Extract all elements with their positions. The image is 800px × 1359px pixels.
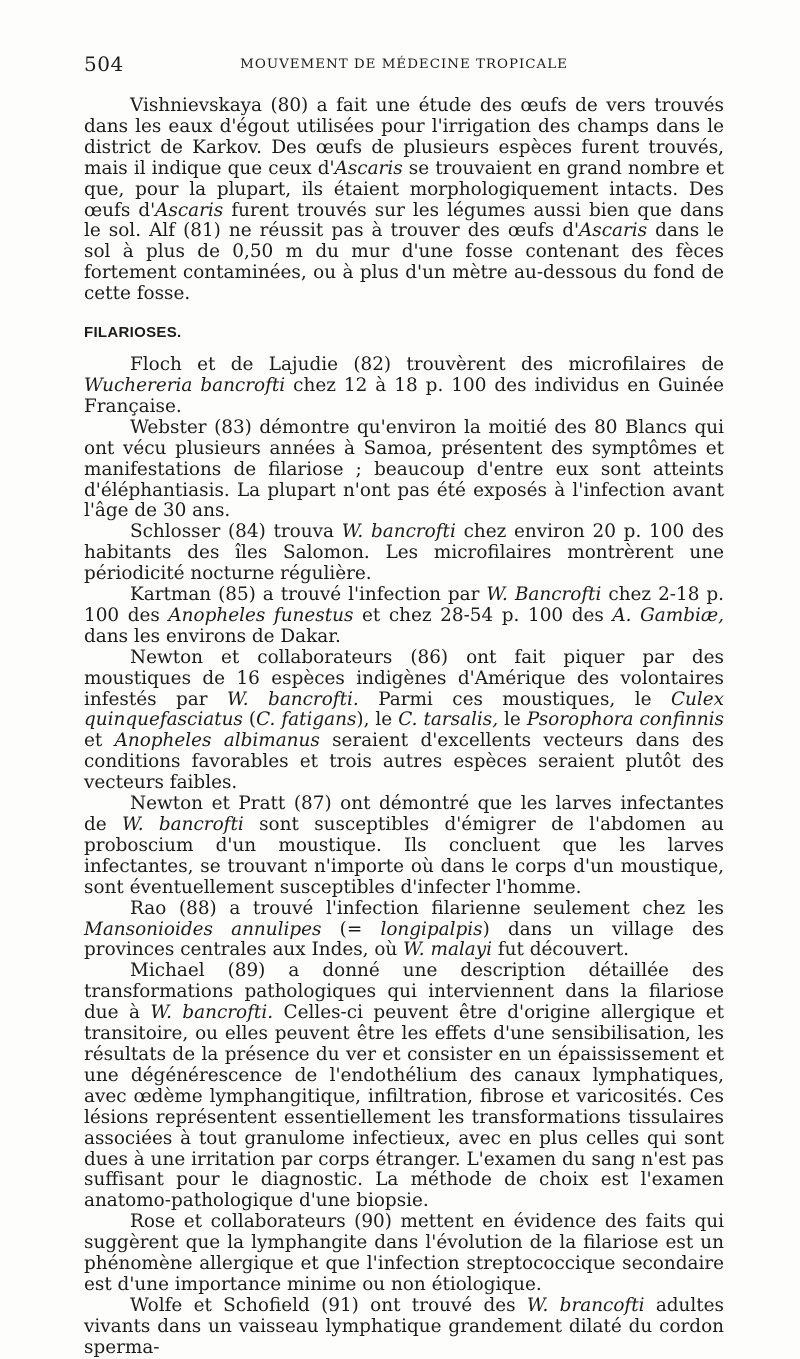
italic-term: Mansonioides annulipes [84,918,322,940]
italic-term: W. Bancrofti [486,584,602,606]
italic-term: Ascaris [155,199,224,221]
paragraph-list [84,355,724,1359]
paragraph [84,355,724,418]
page-number: 504 [84,52,124,76]
italic-term: Wuchereria bancrofti [84,374,286,396]
running-title: MOUVEMENT DE MÉDECINE TROPICALE [240,57,568,72]
text-run: Rose et collaborateurs (90) mettent en évidence des faits qui suggèrent que la lymphangite dans l'évolution de la filariose est un phénomène allergique et que l'infection streptococcique secondaire est d'une importance minime ou non étiologique. [84,1211,724,1295]
italic-term: W. malayi [403,939,493,961]
text-run: et [84,730,115,752]
text-run: et chez 28-54 p. 100 des [353,604,613,626]
body-text [84,96,724,1359]
text-run: Newton et collaborateurs (86) ont fait piquer par des moustiques de 16 espèces indigènes d'Amérique des volontaires infestés par [84,646,724,710]
text-run: Michael (89) a donné une description détaillée des transformations pathologiques qui interviennent dans la filariose due à [84,960,724,1024]
text-run: Kartman (85) a trouvé l'infection par [130,584,487,606]
italic-term: C. fatigans [256,709,357,731]
paragraph [84,1296,724,1359]
intro-paragraph [84,96,724,305]
text-run: Vishnievskaya (80) a fait une étude des œufs de vers trouvés dans les eaux d'égout utilisées pour l'irrigation des champs dans le district de Karkov. Des œufs de plusieurs espèces furent trouvés, mais il indique que ceux d' [84,95,724,179]
paragraph [84,648,724,794]
paragraph [84,1212,724,1296]
italic-term: A. Gambiæ, [612,604,724,626]
italic-term: W. brancofti [526,1294,645,1316]
text-run: Celles-ci peuvent être d'origine allergique et transitoire, ou elles peuvent être les effets d'une sensibilisation, les résultats de la présence du ver et consister en un épaississement et une dégénérescence de l'endothélium des canaux lymphatiques, avec œdème lymphangitique, infiltration, fibrose et varicosités. Ces lésions représentent essentiellement les transformations tissulaires associées à tout granulome infectieux, avec en plus celles qui sont dues à une irritation par corps étranger. L'examen du sang n'est pas suffisant pour le diagnostic. La méthode de choix est l'examen anatomo-pathologique d'une biopsie. [84,1002,724,1212]
text-run: furent trouvés sur les légumes aussi bien que dans le sol. Alf (81) ne réussit pas à trouver des œufs d' [84,199,724,242]
text-run: le [498,709,527,731]
text-run: ( [242,709,257,731]
paragraph [84,794,724,899]
text-run: Newton et Pratt (87) ont démontré que les larves infectantes de [84,793,724,835]
text-run: adultes vivants dans un vaisseau lymphatique grandement dilaté du cordon sperma- [84,1294,724,1358]
italic-term: W. bancrofti [122,814,244,835]
text-run: (= [321,918,381,940]
paragraph [84,585,724,648]
text-run: Parmi ces moustiques, le [358,688,671,710]
text-run: seraient d'excellents vecteurs dans des conditions favorables et trois autres espèces seraient plutôt des vecteurs faibles. [84,730,724,794]
text-run: chez environ 20 p. 100 des habitants des îles Salomon. Les microfilaires montrèrent une périodicité nocturne régulière. [84,521,724,585]
text-run: se trouvaient en grand nombre et que, pour la plupart, ils étaient morphologiquement intacts. Des œufs d' [84,157,724,221]
text-run: ), le [356,709,399,731]
text-run: Wolfe et Schofield (91) ont trouvé des [130,1294,527,1316]
text-run: dans les environs de Dakar. [84,625,341,647]
text-run: dans le sol à plus de 0,50 m du mur d'une fosse contenant des fèces fortement contaminées, ou à plus d'un mètre au-dessous du fond de cette fosse. [84,220,724,305]
text-run: fut découvert. [492,939,629,961]
text-run: Schlosser (84) trouva [130,521,342,543]
paragraph [84,418,724,523]
italic-term: longipalpis [380,918,483,940]
paragraph [84,899,724,962]
paragraph [84,961,724,1212]
italic-term: Ascaris [334,157,403,179]
italic-term: C. tarsalis, [398,709,499,731]
italic-term: W. bancrofti. [150,1002,274,1024]
page-header [84,52,724,76]
italic-term: Anopheles albimanus [114,730,320,752]
text-run: chez 12 à 18 p. 100 des individus en Guinée Française. [84,374,724,417]
text-run: sont susceptibles d'émigrer de l'abdomen au proboscium d'un moustique. Ils concluent que les larves infectantes, se trouvant n'importe où dans le corps d'un moustique, sont éventuellement susceptibles d'infecter l'homme. [84,814,724,898]
text-run: Rao (88) a trouvé l'infection filarienne seulement chez les [130,897,724,919]
section-heading: FILARIOSES. [84,324,182,342]
italic-term: Culex quinquefasciatus [84,688,724,731]
italic-term: Anopheles funestus [168,604,354,626]
italic-term: Psorophora confinnis [526,709,724,731]
italic-term: W. bancrofti. [227,688,359,710]
text-run: Webster (83) démontre qu'environ la moitié des 80 Blancs qui ont vécu plusieurs années à Samoa, présentent des symptômes et manifestations de filariose ; beaucoup d'entre eux sont atteints d'éléphantiasis. La plupart n'ont pas été exposés à l'infection avant l'âge de 30 ans. [84,416,724,522]
text-run: Floch et de Lajudie (82) trouvèrent des microfilaires de [130,354,724,376]
text-run: chez 2-18 p. 100 des [84,584,724,626]
paragraph [84,522,724,585]
italic-term: W. bancrofti [341,521,456,543]
italic-term: Ascaris [579,220,648,242]
text-run: ) dans un village des provinces centrales aux Indes, où [84,918,724,961]
